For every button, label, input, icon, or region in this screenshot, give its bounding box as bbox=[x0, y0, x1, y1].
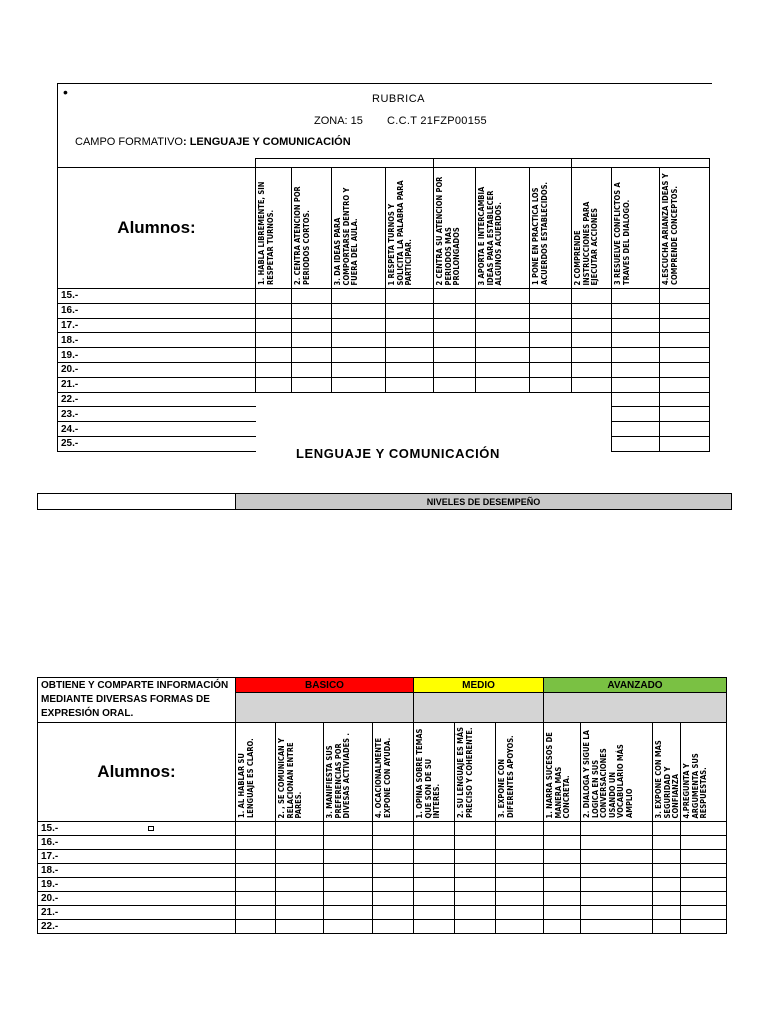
table-row bbox=[58, 333, 710, 348]
grade-cell[interactable] bbox=[612, 318, 660, 333]
grade-cell[interactable] bbox=[581, 836, 653, 850]
grade-cell[interactable] bbox=[530, 303, 572, 318]
grade-cell[interactable] bbox=[681, 892, 727, 906]
row-label: 19.- bbox=[38, 878, 236, 892]
grade-cell[interactable] bbox=[386, 289, 434, 304]
grade-cell[interactable] bbox=[496, 864, 544, 878]
grade-cell[interactable] bbox=[653, 892, 681, 906]
grade-cell[interactable] bbox=[434, 318, 476, 333]
grade-cell[interactable] bbox=[414, 864, 455, 878]
section-title: LENGUAJE Y COMUNICACIÓN bbox=[296, 446, 501, 461]
grade-cell[interactable] bbox=[256, 377, 292, 392]
grade-cell[interactable] bbox=[496, 822, 544, 836]
grade-cell[interactable] bbox=[386, 333, 434, 348]
grade-cell[interactable] bbox=[455, 850, 496, 864]
campo-value: : LENGUAJE Y COMUNICACIÓN bbox=[182, 136, 351, 148]
table-row bbox=[38, 920, 727, 934]
grade-cell[interactable] bbox=[530, 377, 572, 392]
grade-cell[interactable] bbox=[681, 906, 727, 920]
table-row bbox=[58, 422, 710, 437]
grade-cell[interactable] bbox=[324, 864, 373, 878]
table-row bbox=[58, 407, 710, 422]
row-label: 18.- bbox=[38, 864, 236, 878]
grade-cell[interactable] bbox=[386, 377, 434, 392]
grade-cell[interactable] bbox=[434, 392, 476, 407]
grade-cell[interactable] bbox=[236, 878, 276, 892]
grade-cell[interactable] bbox=[496, 920, 544, 934]
grade-cell[interactable] bbox=[660, 303, 710, 318]
grade-cell[interactable] bbox=[414, 920, 455, 934]
grade-cell[interactable] bbox=[386, 303, 434, 318]
grade-cell[interactable] bbox=[373, 892, 414, 906]
grade-cell[interactable] bbox=[660, 407, 710, 422]
criterion-header: 2. CENTRA ATENCION POR PERIODOS CORTOS. bbox=[292, 168, 332, 289]
grade-cell[interactable] bbox=[581, 906, 653, 920]
row-label: 22.- bbox=[58, 392, 256, 407]
grade-cell[interactable] bbox=[572, 392, 612, 407]
grade-cell[interactable] bbox=[236, 920, 276, 934]
zona-label: ZONA: 15 bbox=[314, 115, 363, 127]
level-medio: MEDIO bbox=[414, 678, 544, 693]
grade-cell[interactable] bbox=[256, 436, 292, 451]
grade-cell[interactable] bbox=[572, 362, 612, 377]
levels-row bbox=[38, 678, 727, 693]
grade-cell[interactable] bbox=[581, 864, 653, 878]
campo-formativo bbox=[75, 136, 351, 148]
grade-cell[interactable] bbox=[332, 348, 386, 363]
grade-cell[interactable] bbox=[653, 836, 681, 850]
bullet-marker: • bbox=[63, 84, 68, 100]
grade-cell[interactable] bbox=[544, 878, 581, 892]
grade-cell[interactable] bbox=[681, 850, 727, 864]
grade-cell[interactable] bbox=[681, 836, 727, 850]
grade-cell[interactable] bbox=[256, 422, 292, 437]
criterion-header: 1. NARRA SUCESOS DE MANERA MAS CONCRETA. bbox=[544, 723, 581, 822]
row-label: 25.- bbox=[58, 436, 256, 451]
grade-cell[interactable] bbox=[332, 407, 386, 422]
row-label: 20.- bbox=[58, 362, 256, 377]
grade-cell[interactable] bbox=[612, 407, 660, 422]
grade-cell[interactable] bbox=[612, 362, 660, 377]
grade-cell[interactable] bbox=[455, 906, 496, 920]
grade-cell[interactable] bbox=[386, 407, 434, 422]
grade-cell[interactable] bbox=[476, 318, 530, 333]
grade-cell[interactable] bbox=[256, 362, 292, 377]
criterion-header: 2. DIALOGA Y SIGUE LA LOGICA EN SUS CONVERSACIONES USANDO UN VOCABULARIO MÁS AMPLIO bbox=[581, 723, 653, 822]
grade-cell[interactable] bbox=[276, 906, 324, 920]
table-row bbox=[58, 377, 710, 392]
grade-cell[interactable] bbox=[332, 362, 386, 377]
grade-cell[interactable] bbox=[612, 289, 660, 304]
grade-cell[interactable] bbox=[681, 822, 727, 836]
grade-cell[interactable] bbox=[434, 303, 476, 318]
table-row bbox=[38, 850, 727, 864]
grade-cell[interactable] bbox=[276, 892, 324, 906]
grade-cell[interactable] bbox=[332, 303, 386, 318]
bottom-criteria-header-row bbox=[38, 723, 727, 822]
table-row bbox=[58, 362, 710, 377]
grade-cell[interactable] bbox=[496, 906, 544, 920]
grade-cell[interactable] bbox=[434, 407, 476, 422]
grade-cell[interactable] bbox=[324, 850, 373, 864]
grade-cell[interactable] bbox=[455, 836, 496, 850]
grade-cell[interactable] bbox=[434, 348, 476, 363]
grade-cell[interactable] bbox=[256, 392, 292, 407]
grade-cell[interactable] bbox=[653, 906, 681, 920]
grade-cell[interactable] bbox=[660, 392, 710, 407]
grade-cell[interactable] bbox=[434, 289, 476, 304]
grade-cell[interactable] bbox=[660, 436, 710, 451]
table-row bbox=[38, 836, 727, 850]
table-row bbox=[38, 878, 727, 892]
grade-cell[interactable] bbox=[653, 920, 681, 934]
grade-cell[interactable] bbox=[476, 289, 530, 304]
grade-cell[interactable] bbox=[332, 422, 386, 437]
grade-cell[interactable] bbox=[455, 920, 496, 934]
grade-cell[interactable] bbox=[455, 892, 496, 906]
grade-cell[interactable] bbox=[530, 318, 572, 333]
grade-cell[interactable] bbox=[612, 333, 660, 348]
cct-label: C.C.T 21FZP00155 bbox=[387, 115, 487, 127]
criterion-header: 3 RESUELVE CONFLICTOS A TRAVES DEL DIALOGO. bbox=[612, 168, 660, 289]
grade-cell[interactable] bbox=[660, 333, 710, 348]
grade-cell[interactable] bbox=[292, 392, 332, 407]
grade-cell[interactable] bbox=[414, 878, 455, 892]
criterion-header: 1. OPINA SOBRE TEMAS QUE SON DE SU INTERES. bbox=[414, 723, 455, 822]
grade-cell[interactable] bbox=[434, 333, 476, 348]
grade-cell[interactable] bbox=[530, 289, 572, 304]
row-label: 17.- bbox=[58, 318, 256, 333]
grade-cell[interactable] bbox=[476, 333, 530, 348]
row-label: 20.- bbox=[38, 892, 236, 906]
grade-cell[interactable] bbox=[476, 407, 530, 422]
grade-cell[interactable] bbox=[476, 392, 530, 407]
grade-cell[interactable] bbox=[612, 377, 660, 392]
row-label: 18.- bbox=[58, 333, 256, 348]
level-avanzado: AVANZADO bbox=[544, 678, 727, 693]
grade-cell[interactable] bbox=[530, 348, 572, 363]
campo-prefix: CAMPO FORMATIVO bbox=[75, 136, 183, 148]
table-row bbox=[38, 822, 727, 836]
grade-cell[interactable] bbox=[653, 878, 681, 892]
criteria-header-row bbox=[58, 168, 710, 289]
row-label: 21.- bbox=[38, 906, 236, 920]
grade-cell[interactable] bbox=[544, 906, 581, 920]
grade-cell[interactable] bbox=[324, 836, 373, 850]
grade-cell[interactable] bbox=[236, 836, 276, 850]
criterion-header: 4.ESCUCHA ARIANZA IDEAS Y COMPRENDE CONCEPTOS. bbox=[660, 168, 710, 289]
grade-cell[interactable] bbox=[256, 289, 292, 304]
table-row bbox=[58, 318, 710, 333]
grade-cell[interactable] bbox=[681, 864, 727, 878]
grade-cell[interactable] bbox=[496, 878, 544, 892]
criterion-header: 1. HABLA LIBREMENTE, SIN RESPETAR TURNOS. bbox=[256, 168, 292, 289]
grade-cell[interactable] bbox=[572, 407, 612, 422]
grade-cell[interactable] bbox=[476, 362, 530, 377]
grade-cell[interactable] bbox=[544, 864, 581, 878]
criterion-header: 3. DA IDEAS PARA COMPORTARSE DENTRO Y FUERA DEL AULA. bbox=[332, 168, 386, 289]
grade-cell[interactable] bbox=[276, 836, 324, 850]
grade-cell[interactable] bbox=[660, 318, 710, 333]
criterion-header: 3 APORTA E INTERCAMBIA IDEAS PARA ESTABLECER ALGUNOS ACUERDOS. bbox=[476, 168, 530, 289]
row-label: 24.- bbox=[58, 422, 256, 437]
grade-cell[interactable] bbox=[386, 362, 434, 377]
grade-cell[interactable] bbox=[681, 920, 727, 934]
grade-cell[interactable] bbox=[581, 822, 653, 836]
grade-cell[interactable] bbox=[276, 878, 324, 892]
table-row bbox=[58, 289, 710, 304]
grade-cell[interactable] bbox=[681, 878, 727, 892]
grade-cell[interactable] bbox=[414, 906, 455, 920]
grade-cell[interactable] bbox=[455, 864, 496, 878]
grade-cell[interactable] bbox=[292, 362, 332, 377]
top-rubric-table bbox=[57, 158, 710, 452]
grade-cell[interactable] bbox=[581, 892, 653, 906]
grade-cell[interactable] bbox=[496, 836, 544, 850]
grade-cell[interactable] bbox=[572, 436, 612, 451]
grade-cell[interactable] bbox=[236, 850, 276, 864]
row-label: 19.- bbox=[58, 348, 256, 363]
grade-cell[interactable] bbox=[324, 822, 373, 836]
grade-cell[interactable] bbox=[572, 289, 612, 304]
grade-cell[interactable] bbox=[236, 822, 276, 836]
grade-cell[interactable] bbox=[434, 422, 476, 437]
grade-cell[interactable] bbox=[386, 348, 434, 363]
grade-cell[interactable] bbox=[256, 348, 292, 363]
grade-cell[interactable] bbox=[434, 362, 476, 377]
grade-cell[interactable] bbox=[324, 892, 373, 906]
criterion-header: 3. MANIFIESTA SUS PREFERENCIAS POR DIVESAS ACTIVIADES . bbox=[324, 723, 373, 822]
criterion-header: 1. AL HABLAR SU LENGUAJE ES CLARO. bbox=[236, 723, 276, 822]
table-row bbox=[58, 392, 710, 407]
rubric-title: RUBRICA bbox=[372, 93, 426, 105]
grade-cell[interactable] bbox=[544, 822, 581, 836]
alumnos-header: Alumnos: bbox=[38, 723, 236, 822]
grade-cell[interactable] bbox=[386, 392, 434, 407]
grade-cell[interactable] bbox=[660, 289, 710, 304]
grade-cell[interactable] bbox=[581, 850, 653, 864]
grade-cell[interactable] bbox=[476, 348, 530, 363]
table-row bbox=[58, 348, 710, 363]
criterion-header: 1 RESPETA TURNOS Y SOLICITA LA PALABRA PARA PARTICIPAR. bbox=[386, 168, 434, 289]
grade-cell[interactable] bbox=[256, 407, 292, 422]
grade-cell[interactable] bbox=[373, 878, 414, 892]
grade-cell[interactable] bbox=[612, 436, 660, 451]
grade-cell[interactable] bbox=[373, 906, 414, 920]
criterion-header: 3. EXPONE CON MAS SEGURIDAD Y CONFIANZA bbox=[653, 723, 681, 822]
grade-cell[interactable] bbox=[572, 333, 612, 348]
grade-cell[interactable] bbox=[414, 850, 455, 864]
table-row bbox=[38, 864, 727, 878]
grade-cell[interactable] bbox=[292, 303, 332, 318]
grade-cell[interactable] bbox=[455, 878, 496, 892]
criterion-header: 2. , SE COMUNICAN Y RELACIONAN ENTRE PARES. bbox=[276, 723, 324, 822]
grade-cell[interactable] bbox=[455, 822, 496, 836]
grade-cell[interactable] bbox=[612, 422, 660, 437]
grade-cell[interactable] bbox=[324, 906, 373, 920]
criterion-header: 2 CENTRA SU ATENCION POR PERIODOS MAS PROLONGADOS bbox=[434, 168, 476, 289]
table-row bbox=[58, 303, 710, 318]
level-basico: BASICO bbox=[236, 678, 414, 693]
grade-cell[interactable] bbox=[414, 836, 455, 850]
row-label: 21.- bbox=[58, 377, 256, 392]
header-separator-row bbox=[58, 159, 710, 168]
grade-cell[interactable] bbox=[660, 422, 710, 437]
table-row bbox=[38, 892, 727, 906]
bottom-rubric-table bbox=[37, 677, 727, 934]
grade-cell[interactable] bbox=[292, 348, 332, 363]
grade-cell[interactable] bbox=[292, 422, 332, 437]
grade-cell[interactable] bbox=[276, 864, 324, 878]
grade-cell[interactable] bbox=[276, 920, 324, 934]
grade-cell[interactable] bbox=[572, 422, 612, 437]
grade-cell[interactable] bbox=[530, 422, 572, 437]
grade-cell[interactable] bbox=[581, 878, 653, 892]
alumnos-header: Alumnos: bbox=[58, 168, 256, 289]
grade-cell[interactable] bbox=[572, 303, 612, 318]
grade-cell[interactable] bbox=[332, 392, 386, 407]
grade-cell[interactable] bbox=[496, 892, 544, 906]
grade-cell[interactable] bbox=[292, 333, 332, 348]
table-row bbox=[38, 906, 727, 920]
niveles-bar bbox=[37, 493, 732, 510]
grade-cell[interactable] bbox=[530, 436, 572, 451]
grade-cell[interactable] bbox=[256, 303, 292, 318]
niveles-label: NIVELES DE DESEMPEÑO bbox=[236, 494, 732, 510]
grade-cell[interactable] bbox=[386, 422, 434, 437]
criterion-header: 4. OCACIONALMENTE EXPONE CON AYUDA. bbox=[373, 723, 414, 822]
criterion-header: 4.PREGUNTA Y ARGUMENTA SUS RESPUESTAS. bbox=[681, 723, 727, 822]
grade-cell[interactable] bbox=[660, 348, 710, 363]
criterion-header: 3. EXPONE CON DIFERENTES APOYOS. bbox=[496, 723, 544, 822]
grade-cell[interactable] bbox=[572, 318, 612, 333]
grade-cell[interactable] bbox=[572, 377, 612, 392]
row-label: 15.- bbox=[58, 289, 256, 304]
grade-cell[interactable] bbox=[324, 878, 373, 892]
criterion-header: 2 COMPRENDE INSTRUCCIONES PARA EJECUTAR ACCIONES bbox=[572, 168, 612, 289]
grade-cell[interactable] bbox=[373, 836, 414, 850]
grade-cell[interactable] bbox=[332, 377, 386, 392]
grade-cell[interactable] bbox=[236, 892, 276, 906]
grade-cell[interactable] bbox=[324, 920, 373, 934]
grade-cell[interactable] bbox=[612, 348, 660, 363]
grade-cell[interactable] bbox=[612, 392, 660, 407]
grade-cell[interactable] bbox=[581, 920, 653, 934]
grade-cell[interactable] bbox=[660, 362, 710, 377]
grade-cell[interactable] bbox=[332, 333, 386, 348]
grade-cell[interactable] bbox=[332, 289, 386, 304]
grade-cell[interactable] bbox=[256, 333, 292, 348]
grade-cell[interactable] bbox=[276, 822, 324, 836]
grade-cell[interactable] bbox=[653, 822, 681, 836]
grade-cell[interactable] bbox=[292, 289, 332, 304]
bottom-table-body bbox=[38, 822, 727, 934]
grade-cell[interactable] bbox=[572, 348, 612, 363]
grade-cell[interactable] bbox=[332, 318, 386, 333]
criterion-header: 1 PONE EN PRACTICA LOS ACUERDOS ESTABLECIDOS. bbox=[530, 168, 572, 289]
grade-cell[interactable] bbox=[530, 407, 572, 422]
row-label: 16.- bbox=[58, 303, 256, 318]
grade-cell[interactable] bbox=[414, 892, 455, 906]
grade-cell[interactable] bbox=[544, 836, 581, 850]
grade-cell[interactable] bbox=[496, 850, 544, 864]
row-label: 15.- bbox=[38, 822, 236, 836]
competency-description: OBTIENE Y COMPARTE INFORMACIÓN MEDIANTE DIVERSAS FORMAS DE EXPRESIÓN ORAL. bbox=[38, 678, 236, 723]
grade-cell[interactable] bbox=[386, 318, 434, 333]
grade-cell[interactable] bbox=[530, 392, 572, 407]
grade-cell[interactable] bbox=[544, 892, 581, 906]
criterion-header: 2. SU LENGUAJE ES MÁS PRECISO Y COHERENTE. bbox=[455, 723, 496, 822]
row-label: 23.- bbox=[58, 407, 256, 422]
grade-cell[interactable] bbox=[612, 303, 660, 318]
grade-cell[interactable] bbox=[373, 920, 414, 934]
grade-cell[interactable] bbox=[414, 822, 455, 836]
row-label: 22.- bbox=[38, 920, 236, 934]
grade-cell[interactable] bbox=[476, 377, 530, 392]
grade-cell[interactable] bbox=[653, 864, 681, 878]
top-table-body bbox=[58, 289, 710, 452]
grade-cell[interactable] bbox=[544, 920, 581, 934]
grade-cell[interactable] bbox=[292, 377, 332, 392]
grade-cell[interactable] bbox=[373, 822, 414, 836]
grade-cell[interactable] bbox=[476, 303, 530, 318]
niveles-blank-cell bbox=[38, 494, 236, 510]
grade-cell[interactable] bbox=[653, 850, 681, 864]
grade-cell[interactable] bbox=[530, 333, 572, 348]
row-label: 16.- bbox=[38, 836, 236, 850]
grade-cell[interactable] bbox=[476, 422, 530, 437]
row-label: 17.- bbox=[38, 850, 236, 864]
grade-cell[interactable] bbox=[292, 407, 332, 422]
grade-cell[interactable] bbox=[373, 864, 414, 878]
grade-cell[interactable] bbox=[236, 864, 276, 878]
grade-cell[interactable] bbox=[544, 850, 581, 864]
grade-cell[interactable] bbox=[276, 850, 324, 864]
grade-cell[interactable] bbox=[373, 850, 414, 864]
grade-cell[interactable] bbox=[660, 377, 710, 392]
grade-cell[interactable] bbox=[236, 906, 276, 920]
small-box-icon bbox=[148, 826, 154, 831]
grade-cell[interactable] bbox=[530, 362, 572, 377]
grade-cell[interactable] bbox=[292, 318, 332, 333]
grade-cell[interactable] bbox=[434, 377, 476, 392]
grade-cell[interactable] bbox=[256, 318, 292, 333]
